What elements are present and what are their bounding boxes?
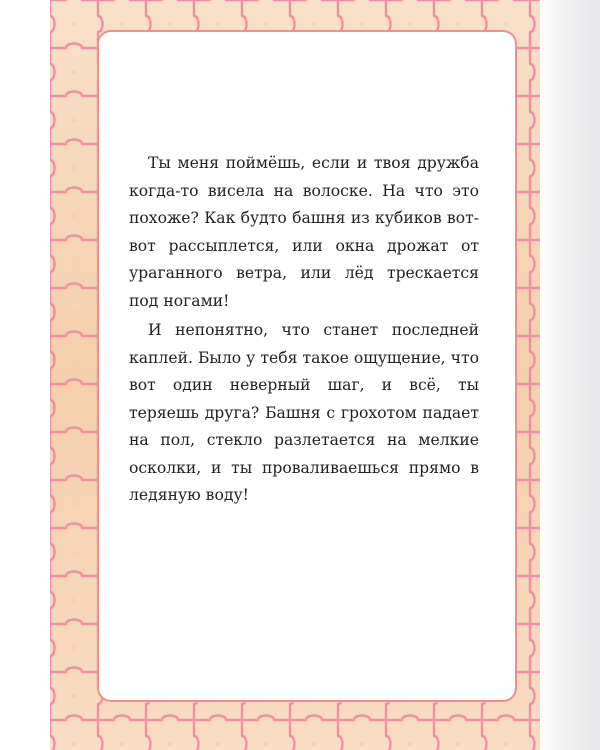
- page-spine-shadow: [538, 0, 600, 750]
- paragraph-2: И непонятно, что станет последней каплей. Было у тебя такое ощущение, что вот один неверный шаг, и всё, ты теряешь друга? Башня с грохотом падает на пол, стекло разлетается на мелкие осколки, и ты проваливаешься прямо в ледяную воду!: [129, 321, 479, 504]
- page-text: [129, 150, 479, 510]
- paragraph-1: Ты меня поймёшь, если и твоя дружба когда-то висела на волоске. На что это похоже? Как будто башня из кубиков вот-вот рассыплется, или окна дрожат от ураганного ветра, или лёд трескается под ногами!: [129, 154, 479, 310]
